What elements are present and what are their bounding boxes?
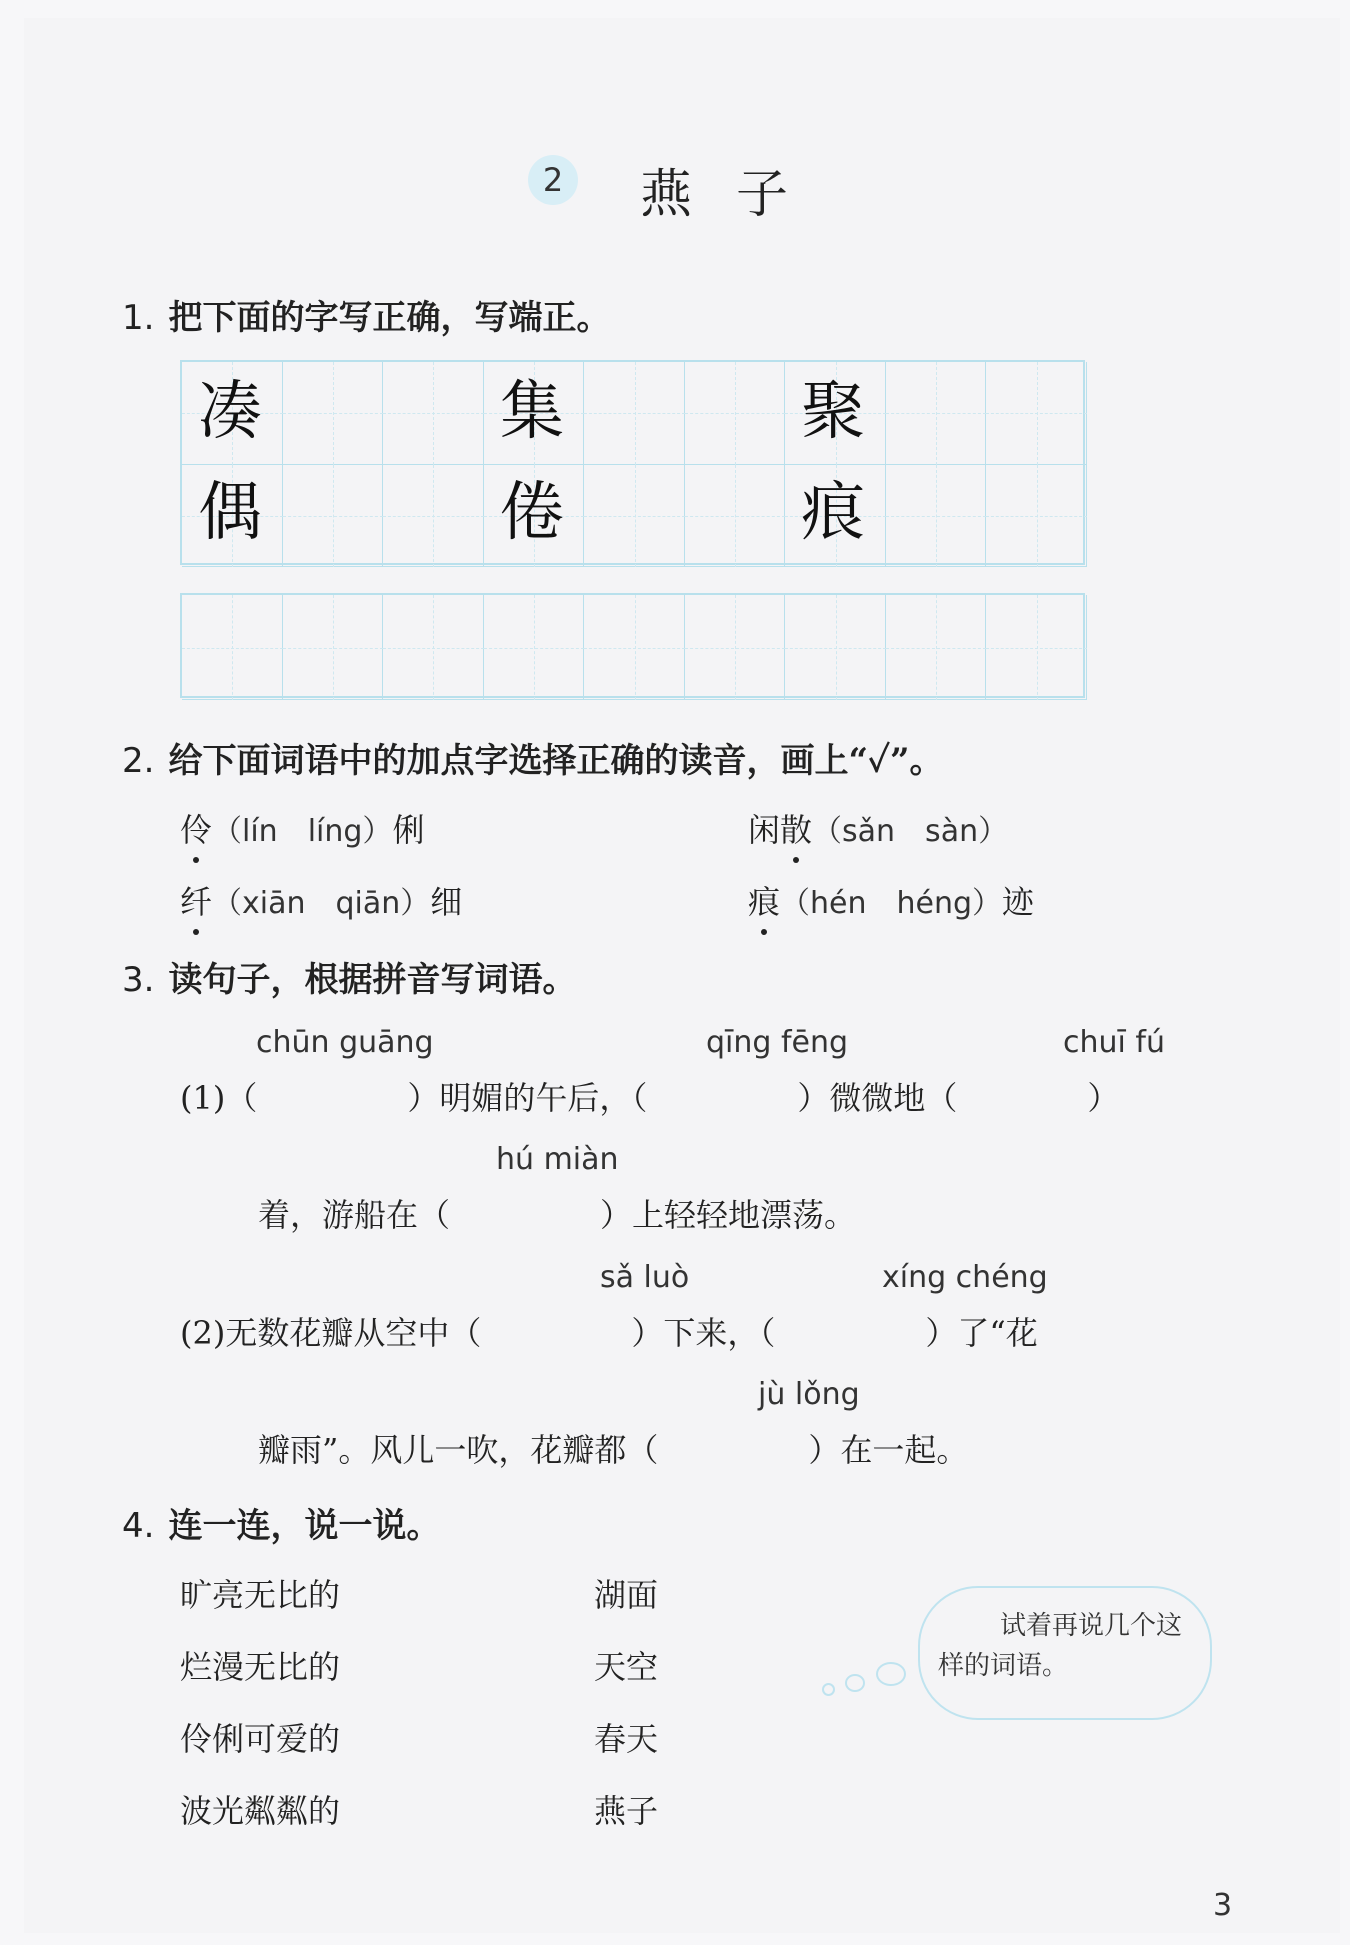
grid-guide xyxy=(283,516,384,517)
writing-grid-2[interactable] xyxy=(180,593,1085,698)
pinyin-options[interactable]: （xiān qiān） xyxy=(212,886,431,921)
match-left-item[interactable]: 伶俐可爱的 xyxy=(180,1720,341,1758)
grid-guide xyxy=(283,413,384,414)
bubble-text: 试着再说几个这样的词语。 xyxy=(938,1611,1183,1681)
sentence-line xyxy=(258,1190,856,1236)
grid-char: 倦 xyxy=(500,476,564,550)
grid-guide xyxy=(484,648,585,649)
match-right-item[interactable]: 春天 xyxy=(594,1720,659,1758)
sentence-line xyxy=(258,1425,968,1471)
question-1 xyxy=(122,290,610,339)
question-text: 连一连，说一说。 xyxy=(168,1506,441,1546)
grid-guide xyxy=(886,648,987,649)
reading-item xyxy=(748,877,1034,923)
reading-item xyxy=(180,805,424,851)
bubble-dot-icon xyxy=(822,1683,835,1696)
grid-char: 凑 xyxy=(198,375,262,449)
pinyin-hint: jù lǒng xyxy=(758,1377,860,1412)
sentence-text: ）上轻轻地漂荡。 xyxy=(600,1196,857,1234)
grid-guide xyxy=(584,648,685,649)
pinyin-hint: xíng chéng xyxy=(882,1260,1048,1295)
sentence-text: 着，游船在（ xyxy=(258,1196,451,1234)
question-number: 2. xyxy=(122,741,155,781)
bubble-dot-icon xyxy=(845,1674,865,1692)
match-right-item[interactable]: 湖面 xyxy=(594,1576,659,1614)
sentence-text: 瓣雨”。风儿一吹，花瓣都（ xyxy=(258,1431,659,1469)
grid-char: 聚 xyxy=(801,375,865,449)
grid-char: 集 xyxy=(500,375,564,449)
sentence-text: ）微微地（ xyxy=(797,1079,958,1117)
grid-guide xyxy=(986,413,1087,414)
grid-guide xyxy=(383,516,484,517)
question-number: 1. xyxy=(122,298,155,338)
pinyin-options[interactable]: （lín líng） xyxy=(212,814,393,849)
sentence-text: ）明媚的午后，（ xyxy=(407,1079,648,1117)
page-number: 3 xyxy=(1213,1888,1233,1923)
dotted-char: 痕 xyxy=(748,883,781,921)
reading-item xyxy=(180,877,462,923)
pinyin-hint: hú miàn xyxy=(496,1142,619,1177)
pinyin-hint: chūn guāng xyxy=(256,1025,434,1060)
question-number: 3. xyxy=(122,960,155,1000)
grid-guide xyxy=(383,413,484,414)
lesson-number: 2 xyxy=(528,155,578,205)
pinyin-hint: sǎ luò xyxy=(600,1260,690,1295)
grid-guide xyxy=(886,516,987,517)
match-right-item[interactable]: 燕子 xyxy=(594,1792,659,1830)
grid-guide xyxy=(986,516,1087,517)
match-left-item[interactable]: 波光粼粼的 xyxy=(180,1792,341,1830)
word-rest: 迹 xyxy=(1002,883,1035,921)
sentence-line xyxy=(180,1073,1119,1119)
pinyin-options[interactable]: （sǎn sàn） xyxy=(812,814,1009,849)
pinyin-hint: qīng fēng xyxy=(706,1025,849,1060)
match-right-item[interactable]: 天空 xyxy=(594,1648,659,1686)
sentence-text: （ xyxy=(225,1079,258,1117)
word-rest: 细 xyxy=(430,883,463,921)
word-rest: 俐 xyxy=(392,811,425,849)
sentence-text: 无数花瓣从空中（ xyxy=(225,1314,482,1352)
word-pre: 闲 xyxy=(748,811,781,849)
match-left-item[interactable]: 烂漫无比的 xyxy=(180,1648,341,1686)
grid-guide xyxy=(986,648,1087,649)
grid-guide xyxy=(584,413,685,414)
bubble-dot-icon xyxy=(876,1662,906,1686)
pinyin-hint: chuī fú xyxy=(1063,1025,1165,1060)
dotted-char: 纤 xyxy=(180,883,213,921)
question-text: 读句子，根据拼音写词语。 xyxy=(168,960,577,1000)
question-number: 4. xyxy=(122,1506,155,1546)
grid-char: 偶 xyxy=(198,476,262,550)
grid-guide xyxy=(283,648,384,649)
sentence-number: (2) xyxy=(180,1314,226,1352)
grid-guide xyxy=(785,648,886,649)
grid-guide xyxy=(182,648,283,649)
reading-item xyxy=(748,805,1008,851)
match-left-item[interactable]: 旷亮无比的 xyxy=(180,1576,341,1614)
lesson-title: 燕子 xyxy=(640,165,833,225)
question-text: 把下面的字写正确，写端正。 xyxy=(168,298,611,338)
sentence-text: ）了“花 xyxy=(925,1314,1038,1352)
grid-guide xyxy=(685,413,786,414)
question-2 xyxy=(122,733,944,782)
sentence-text: ）下来，（ xyxy=(631,1314,776,1352)
dotted-char: 散 xyxy=(780,811,813,849)
grid-char: 痕 xyxy=(801,476,865,550)
question-text: 给下面词语中的加点字选择正确的读音，画上“✓”。 xyxy=(168,741,944,781)
sentence-text: ）在一起。 xyxy=(808,1431,969,1469)
grid-guide xyxy=(383,648,484,649)
writing-grid-1[interactable] xyxy=(180,360,1085,565)
sentence-number: (1) xyxy=(180,1079,226,1117)
question-3 xyxy=(122,952,576,1001)
dotted-char: 伶 xyxy=(180,811,213,849)
grid-guide xyxy=(685,516,786,517)
question-4 xyxy=(122,1498,440,1547)
grid-guide xyxy=(584,516,685,517)
grid-guide xyxy=(886,413,987,414)
sentence-text: ） xyxy=(1087,1079,1120,1117)
grid-guide xyxy=(685,648,786,649)
pinyin-options[interactable]: （hén héng） xyxy=(780,886,1003,921)
sentence-line xyxy=(180,1308,1038,1354)
